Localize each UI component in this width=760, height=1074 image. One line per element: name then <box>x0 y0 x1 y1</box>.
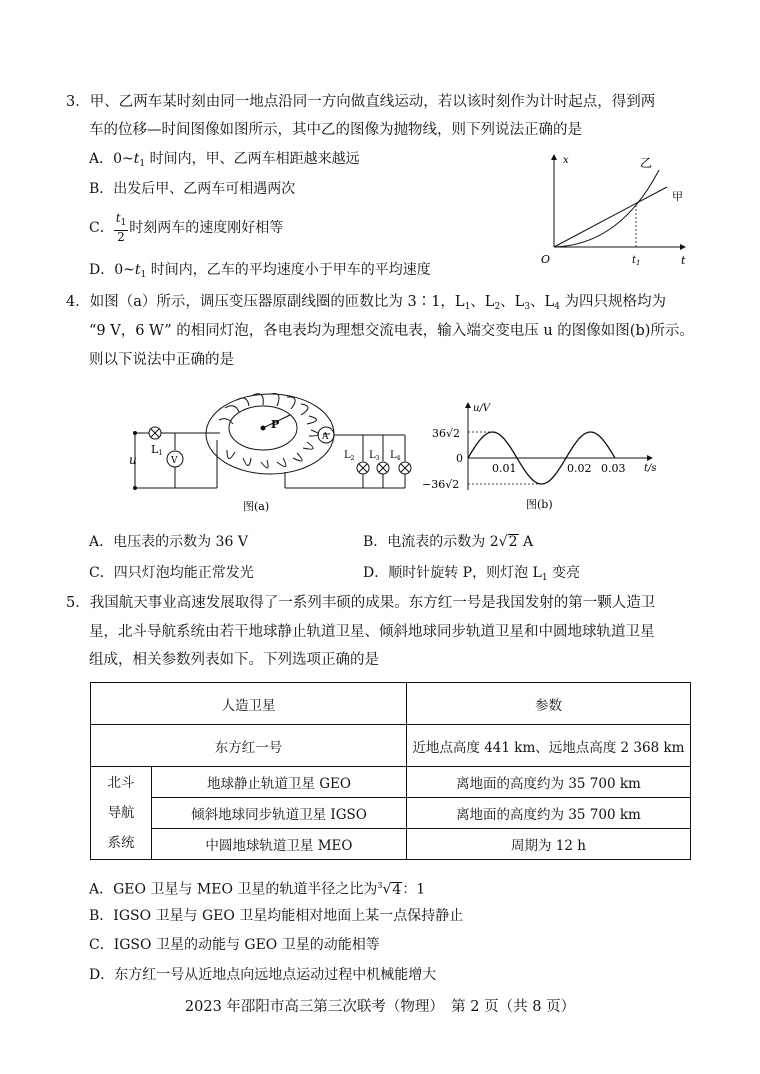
table-cell: 离地面的高度约为 35 700 km <box>406 767 690 798</box>
group-text: 导航 <box>107 805 135 821</box>
origin-label: O <box>541 253 551 266</box>
table-cell: 离地面的高度约为 35 700 km <box>406 798 690 829</box>
table-group-beidou <box>91 767 152 860</box>
t-axis-label: t <box>681 254 686 267</box>
q3-xt-graph <box>535 145 695 270</box>
q5-stem-line1: 5．我国航天事业高速发展取得了一系列丰硕的成果。东方红一号是我国发射的第一颗人造卫 <box>66 595 656 611</box>
figure-b-caption: 图(b) <box>526 498 553 511</box>
option-text: D．顺时针旋转 P，则灯泡 L <box>363 565 542 581</box>
table-cell: 东方红一号 <box>91 725 407 767</box>
option-var: t <box>133 151 140 167</box>
y-min-label: −36√2 <box>422 478 460 491</box>
q5-stem-line2: 星，北斗导航系统由若干地球静止轨道卫星、倾斜地球同步轨道卫星和中圆地球轨道卫星 <box>89 624 655 640</box>
curve-jia <box>554 187 667 247</box>
table-cell: 地球静止轨道卫星 GEO <box>152 767 407 798</box>
satellite-table <box>90 682 691 860</box>
l2-label: $L_2$ <box>344 450 355 462</box>
option-text: 时刻两车的速度刚好相等 <box>129 220 284 236</box>
option-label: A． <box>89 151 114 167</box>
table-cell: 倾斜地球同步轨道卫星 IGSO <box>152 798 407 829</box>
q5-option-a: A．GEO 卫星与 MEO 卫星的轨道半径之比为$^3$√4：1 <box>89 881 426 898</box>
q4-figure-a-circuit <box>125 378 415 518</box>
option-label: C． <box>89 220 114 236</box>
q4-figure-b-graph <box>420 395 670 520</box>
option-sub: 1 <box>139 159 146 169</box>
table-header-satellite: 人造卫星 <box>91 683 407 725</box>
table-cell: 中圆地球轨道卫星 MEO <box>152 829 407 860</box>
q3-stem-line2: 车的位移—时间图像如图所示，其中乙的图像为抛物线，则下列说法正确的是 <box>89 122 582 138</box>
option-text: A <box>518 534 534 550</box>
t-axis-label: t/s <box>644 463 657 474</box>
u-axis-label: u/V <box>473 403 491 414</box>
option-sub: 1 <box>541 573 548 583</box>
option-text: 时间内，甲、乙两车相距越来越远 <box>145 151 360 167</box>
frac-den: 2 <box>117 230 125 244</box>
stem-text: 为四只规格均为 <box>559 294 667 310</box>
q4-option-b: B．电流表的示数为 2√2 A <box>363 534 534 550</box>
option-label: D． <box>89 262 115 278</box>
x-axis-label: x <box>563 155 569 166</box>
q5-option-c: C．IGSO 卫星的动能与 GEO 卫星的动能相等 <box>89 937 380 953</box>
option-text: 0~ <box>113 151 134 167</box>
option-text: 时间内，乙车的平均速度小于甲车的平均速度 <box>146 262 431 278</box>
q5-option-b: B．IGSO 卫星与 GEO 卫星均能相对地面上某一点保持静止 <box>89 908 464 924</box>
table-header-params: 参数 <box>406 683 690 725</box>
frac-num: t <box>115 211 121 225</box>
t1-label: $t_1$ <box>632 255 641 267</box>
l3-label: $L_3$ <box>369 450 380 462</box>
page-footer: 2023 年邵阳市高三第三次联考（物理） 第 2 页（共 8 页） <box>184 999 576 1015</box>
curve-jia-label: 甲 <box>672 190 683 203</box>
table-cell: 周期为 12 h <box>406 829 690 860</box>
q4-option-a: A．电压表的示数为 36 V <box>89 534 248 550</box>
stem-text: 4．如图（a）所示，调压变压器原副线圈的匝数比为 3∶1，L <box>66 294 465 310</box>
option-text: A．GEO 卫星与 MEO 卫星的轨道半径之比为 <box>89 881 378 898</box>
u-label: u <box>129 453 137 467</box>
option-var: t <box>134 262 141 278</box>
frac-sub: 1 <box>120 218 127 228</box>
group-text: 系统 <box>107 835 135 851</box>
stem-text: 、L <box>530 294 555 310</box>
y-max-label: 36√2 <box>432 427 461 440</box>
ammeter-label: A <box>322 432 329 442</box>
option-text: 变亮 <box>547 565 581 581</box>
tick-label: 0.03 <box>601 462 626 475</box>
option-text: 0~ <box>114 262 135 278</box>
q3-stem-line1: 3．甲、乙两车某时刻由同一地点沿同一方向做直线运动，若以该时刻作为计时起点，得到两 <box>66 94 656 110</box>
option-text: ：1 <box>402 881 426 898</box>
q3-option-d <box>89 260 431 285</box>
q4-option-c: C．四只灯泡均能正常发光 <box>89 565 254 581</box>
tick-label: 0.02 <box>567 462 592 475</box>
q3-option-b: B．出发后甲、乙两车可相遇两次 <box>89 181 296 197</box>
option-text: B．电流表的示数为 2 <box>363 534 499 550</box>
q3-option-a <box>89 149 360 174</box>
slider-p-label: P <box>271 418 280 431</box>
figure-a-caption: 图(a) <box>243 500 270 513</box>
table-cell: 近地点高度 441 km、远地点高度 2 368 km <box>406 725 690 767</box>
fraction <box>114 212 129 244</box>
voltmeter-label: V <box>171 456 178 466</box>
curve-yi-label: 乙 <box>640 156 653 170</box>
radicand: 4 <box>392 881 402 898</box>
q3-option-c <box>89 212 283 244</box>
stem-text: 、L <box>470 294 495 310</box>
q4-option-d <box>363 563 580 588</box>
root-index: 3 <box>377 881 383 890</box>
radicand: 2 <box>508 534 518 550</box>
option-sub: 1 <box>140 270 147 280</box>
tick-label: 0.01 <box>492 462 517 475</box>
q5-option-d: D．东方红一号从近地点向远地点运动过程中机械能增大 <box>89 967 437 983</box>
group-text: 北斗 <box>107 775 135 791</box>
curve-yi <box>554 170 659 247</box>
q4-stem-line2: “9 V，6 W” 的相同灯泡，各电表均为理想交流电表，输入端交变电压 u 的图像如图(b)所示。 <box>89 323 694 339</box>
zero-label: 0 <box>456 452 463 465</box>
q4-stem-line1: 4．如图（a）所示，调压变压器原副线圈的匝数比为 3∶1，$L_1$、$L_2$、$L_3$、$L_4$ 为四只规格均为 <box>66 294 667 312</box>
q5-stem-line3: 组成，相关参数列表如下。下列选项正确的是 <box>89 652 379 668</box>
stem-text: 、L <box>500 294 525 310</box>
l1-label: L1 <box>151 443 163 457</box>
q4-stem-line3: 则以下说法中正确的是 <box>89 352 234 368</box>
l4-label: $L_4$ <box>390 450 401 462</box>
